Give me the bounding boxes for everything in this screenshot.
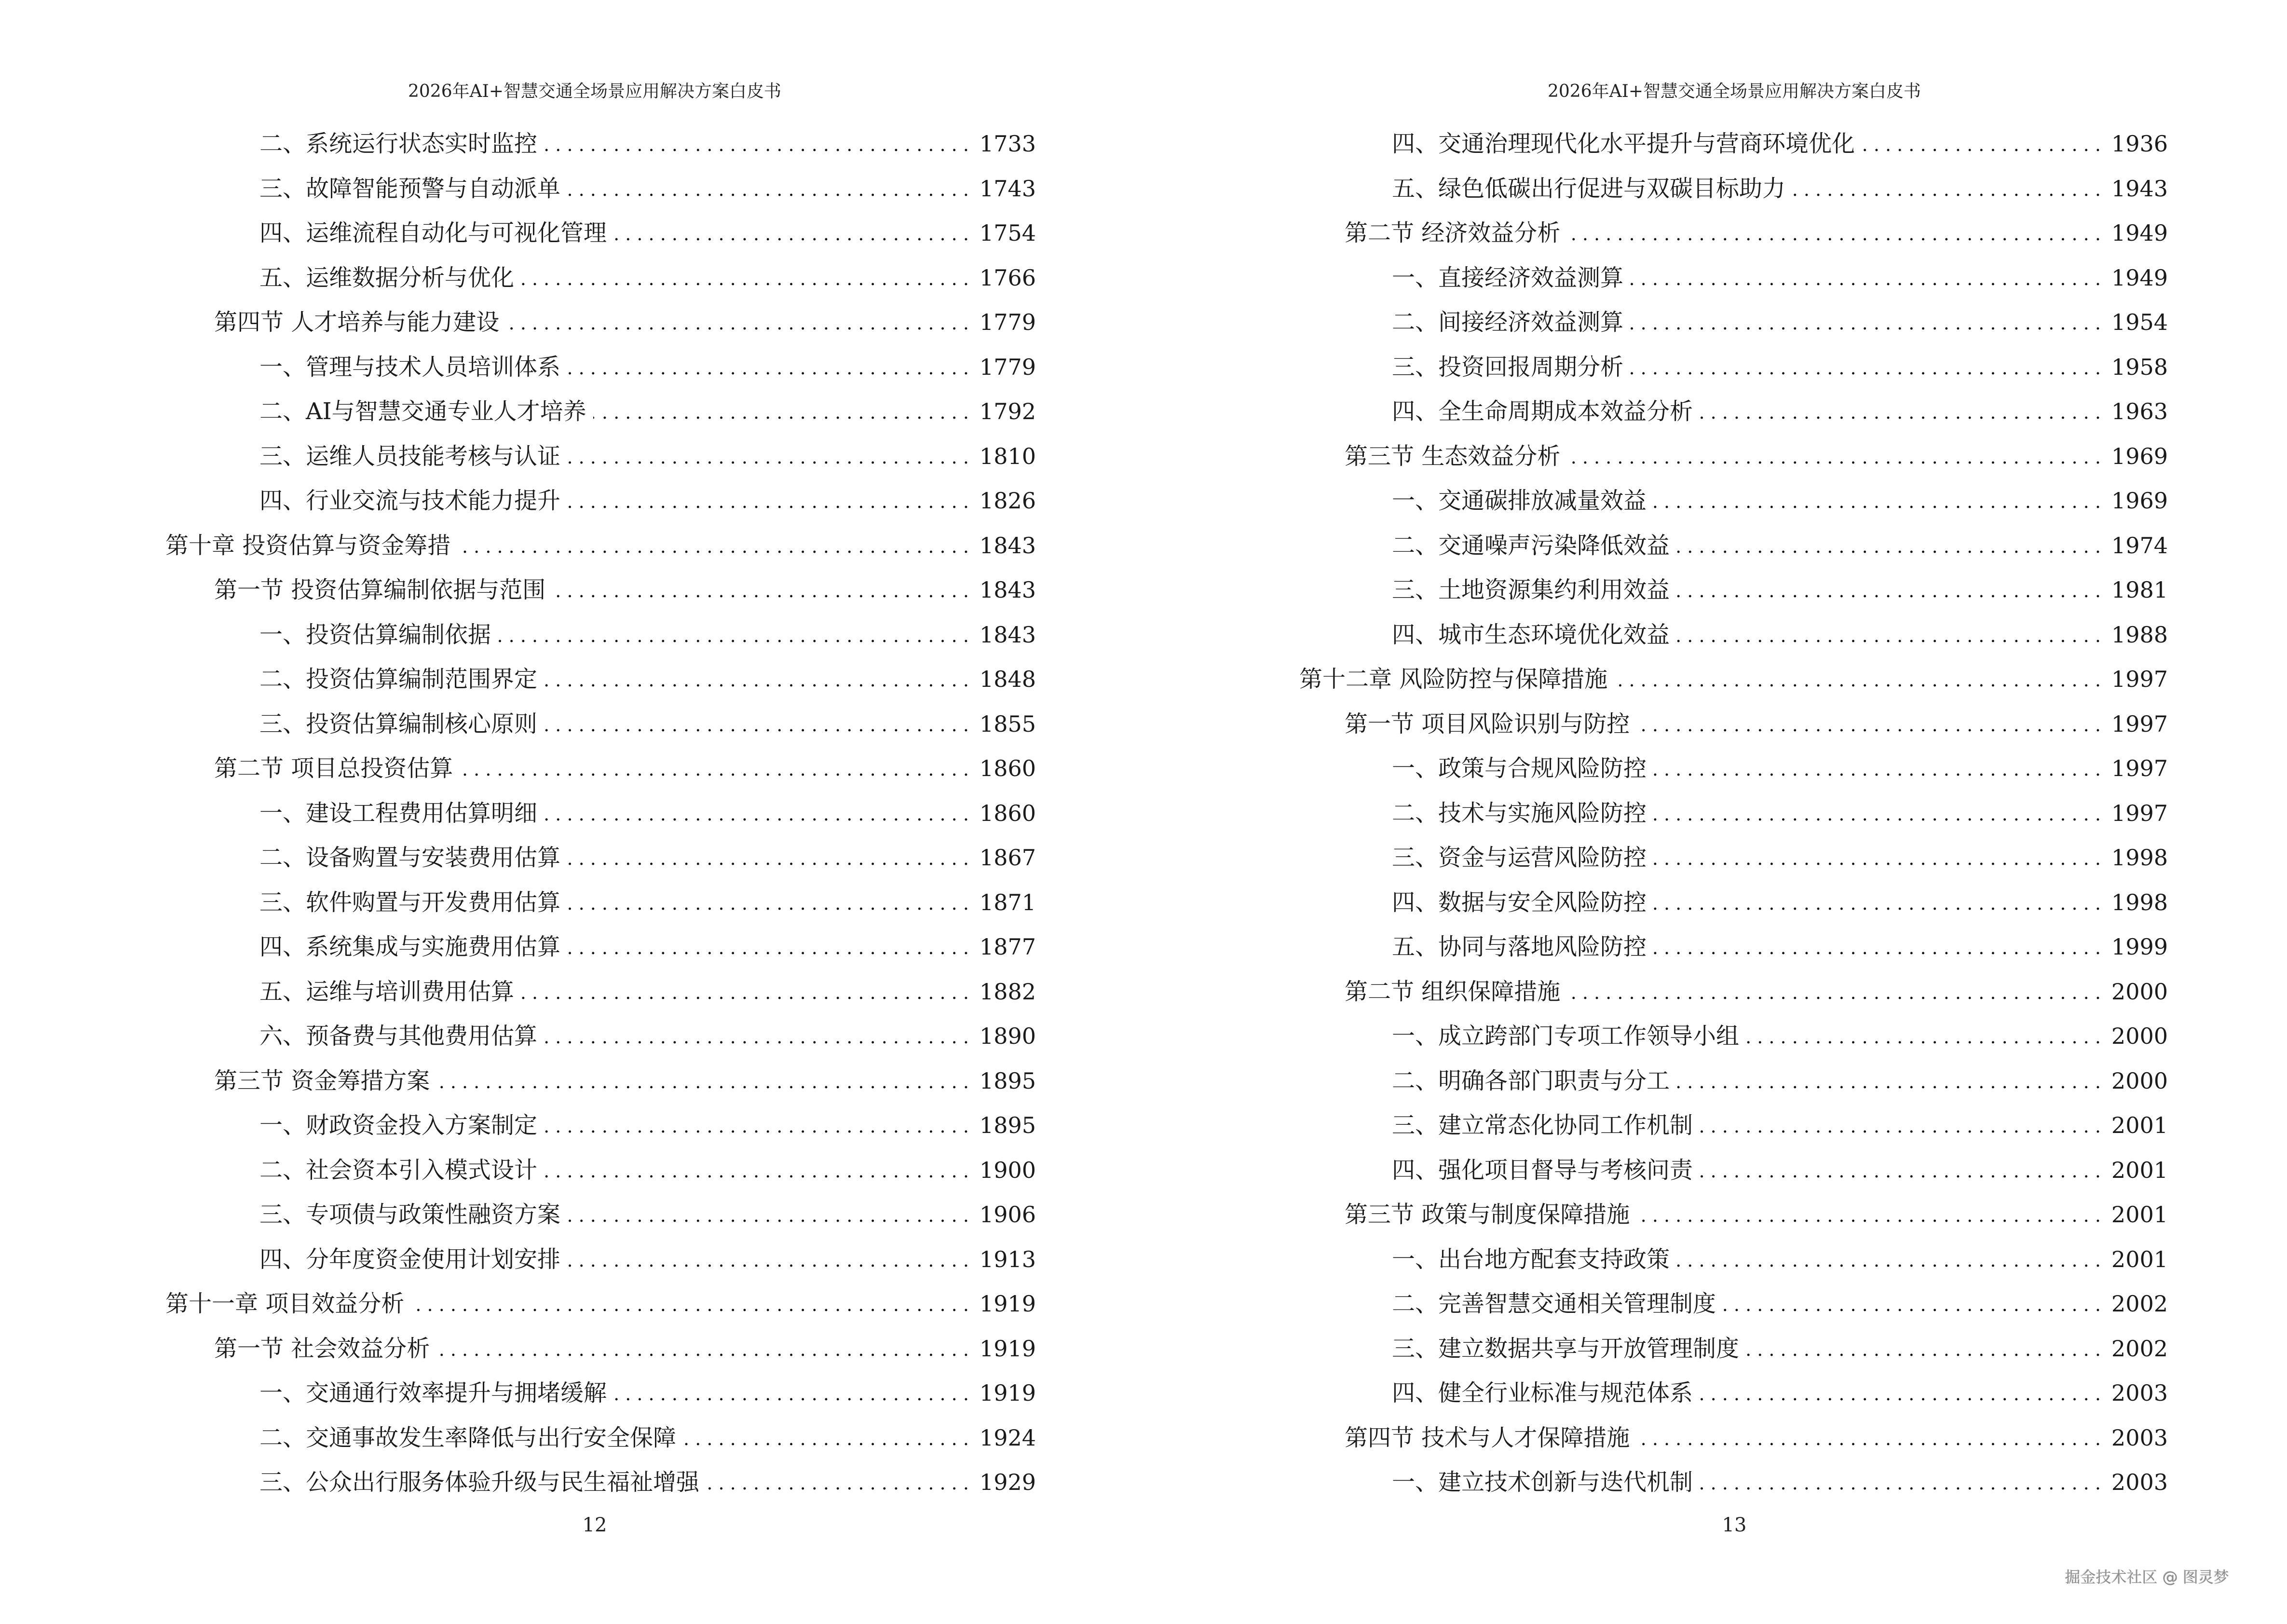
toc-entry-item[interactable] — [0, 345, 1036, 390]
toc-entry-item[interactable] — [0, 122, 1036, 166]
toc-entry-chapter[interactable] — [1144, 657, 2168, 702]
toc-entry-title: 四、运维流程自动化与可视化管理 — [259, 219, 613, 246]
toc-entry-page-number: 2003 — [2101, 1469, 2168, 1496]
dot-leader — [1653, 933, 2101, 960]
dot-leader — [436, 1335, 969, 1362]
toc-entry-item[interactable] — [0, 478, 1036, 523]
toc-entry-title: 二、AI与智慧交通专业人才培养 — [259, 398, 593, 425]
dot-leader — [1700, 1112, 2101, 1139]
toc-entry-item[interactable] — [1144, 1103, 2168, 1148]
toc-entry-item[interactable] — [0, 389, 1036, 434]
toc-entry-item[interactable] — [1144, 613, 2168, 657]
dot-leader — [1636, 710, 2101, 737]
dot-leader — [544, 130, 969, 157]
toc-entry-item[interactable] — [1144, 122, 2168, 166]
toc-entry-title: 一、建立技术创新与迭代机制 — [1392, 1469, 1700, 1496]
running-header: 2026年AI+智慧交通全场景应用解决方案白皮书 — [1547, 82, 1921, 101]
toc-entry-item[interactable] — [0, 1416, 1036, 1460]
toc-entry-title: 一、直接经济效益测算 — [1392, 264, 1630, 291]
toc-entry-item[interactable] — [0, 835, 1036, 880]
table-of-contents — [1144, 122, 2168, 1505]
toc-entry-title: 三、公众出行服务体验升级与民生福祉增强 — [259, 1469, 706, 1496]
toc-entry-item[interactable] — [1144, 835, 2168, 880]
toc-entry-title: 一、建设工程费用估算明细 — [259, 800, 544, 827]
toc-entry-title: 第一节 社会效益分析 — [214, 1335, 436, 1362]
toc-entry-page-number: 2001 — [2101, 1201, 2168, 1228]
dot-leader — [544, 1112, 969, 1139]
toc-entry-item[interactable] — [1144, 478, 2168, 523]
toc-entry-page-number: 1988 — [2101, 621, 2168, 648]
toc-entry-page-number: 1924 — [969, 1424, 1036, 1451]
toc-entry-item[interactable] — [1144, 791, 2168, 836]
toc-entry-title: 三、建立数据共享与开放管理制度 — [1392, 1335, 1746, 1362]
dot-leader — [1630, 264, 2101, 291]
toc-entry-title: 第四节 技术与人才保障措施 — [1345, 1424, 1636, 1451]
toc-entry-page-number: 1882 — [969, 978, 1036, 1005]
dot-leader — [460, 755, 969, 782]
toc-entry-title: 三、土地资源集约利用效益 — [1392, 576, 1676, 603]
toc-entry-page-number: 2000 — [2101, 1023, 2168, 1050]
toc-entry-page-number: 1929 — [969, 1469, 1036, 1496]
toc-entry-title: 二、设备购置与安装费用估算 — [259, 844, 567, 871]
dot-leader — [1676, 621, 2101, 648]
toc-entry-title: 第四节 人才培养与能力建设 — [214, 309, 506, 336]
toc-entry-item[interactable] — [0, 1460, 1036, 1505]
toc-entry-page-number: 2002 — [2101, 1335, 2168, 1362]
toc-entry-page-number: 1949 — [2101, 219, 2168, 246]
toc-entry-page-number: 1981 — [2101, 576, 2168, 603]
dot-leader — [613, 219, 969, 246]
toc-entry-item[interactable] — [1144, 300, 2168, 345]
toc-entry-title: 五、运维与培训费用估算 — [259, 978, 521, 1005]
dot-leader — [1653, 800, 2101, 827]
toc-entry-title: 四、分年度资金使用计划安排 — [259, 1246, 567, 1273]
dot-leader — [1653, 844, 2101, 871]
toc-entry-title: 四、系统集成与实施费用估算 — [259, 933, 567, 960]
toc-entry-title: 三、软件购置与开发费用估算 — [259, 889, 567, 916]
toc-entry-section[interactable] — [0, 1326, 1036, 1371]
toc-entry-item[interactable] — [1144, 523, 2168, 568]
toc-entry-item[interactable] — [0, 1148, 1036, 1193]
toc-entry-title: 四、数据与安全风险防控 — [1392, 889, 1653, 916]
toc-entry-title: 一、出台地方配套支持政策 — [1392, 1246, 1676, 1273]
dot-leader — [457, 532, 969, 559]
toc-entry-title: 二、间接经济效益测算 — [1392, 309, 1630, 336]
dot-leader — [544, 666, 969, 693]
toc-entry-page-number: 1919 — [969, 1379, 1036, 1406]
toc-entry-section[interactable] — [0, 568, 1036, 613]
toc-entry-item[interactable] — [1144, 1326, 2168, 1371]
toc-entry-page-number: 2001 — [2101, 1246, 2168, 1273]
toc-entry-page-number: 1997 — [2101, 755, 2168, 782]
dot-leader — [1636, 1201, 2101, 1228]
dot-leader — [567, 889, 969, 916]
toc-entry-page-number: 1919 — [969, 1335, 1036, 1362]
toc-entry-page-number: 1998 — [2101, 889, 2168, 916]
toc-entry-page-number: 1792 — [969, 398, 1036, 425]
dot-leader — [1567, 443, 2101, 470]
toc-entry-item[interactable] — [0, 702, 1036, 747]
toc-entry-page-number: 1999 — [2101, 933, 2168, 960]
toc-entry-title: 第二节 经济效益分析 — [1345, 219, 1567, 246]
toc-entry-title: 二、交通事故发生率降低与出行安全保障 — [259, 1424, 683, 1451]
dot-leader — [1653, 755, 2101, 782]
toc-entry-title: 六、预备费与其他费用估算 — [259, 1023, 544, 1050]
toc-entry-page-number: 2000 — [2101, 1067, 2168, 1094]
toc-entry-title: 二、技术与实施风险防控 — [1392, 800, 1653, 827]
dot-leader — [521, 264, 969, 291]
toc-entry-page-number: 1936 — [2101, 130, 2168, 157]
dot-leader — [1792, 175, 2101, 202]
toc-entry-title: 一、管理与技术人员培训体系 — [259, 354, 567, 381]
dot-leader — [567, 175, 969, 202]
toc-entry-title: 五、运维数据分析与优化 — [259, 264, 521, 291]
toc-entry-page-number: 1895 — [969, 1112, 1036, 1139]
dot-leader — [1653, 889, 2101, 916]
toc-entry-section[interactable] — [0, 1059, 1036, 1104]
toc-entry-title: 三、投资回报周期分析 — [1392, 354, 1630, 381]
toc-entry-page-number: 1890 — [969, 1023, 1036, 1050]
toc-entry-title: 第十章 投资估算与资金筹措 — [165, 532, 457, 559]
toc-entry-chapter[interactable] — [0, 1282, 1036, 1326]
toc-entry-page-number: 1943 — [2101, 175, 2168, 202]
toc-entry-item[interactable] — [1144, 1014, 2168, 1059]
dot-leader — [521, 978, 969, 1005]
toc-entry-item[interactable] — [1144, 1148, 2168, 1193]
toc-entry-page-number: 2001 — [2101, 1157, 2168, 1184]
toc-entry-item[interactable] — [1144, 256, 2168, 300]
toc-entry-section[interactable] — [1144, 702, 2168, 747]
toc-entry-item[interactable] — [0, 211, 1036, 256]
toc-entry-item[interactable] — [1144, 1059, 2168, 1104]
toc-entry-item[interactable] — [1144, 389, 2168, 434]
toc-entry-title: 二、系统运行状态实时监控 — [259, 130, 544, 157]
dot-leader — [1653, 487, 2101, 514]
toc-entry-title: 一、财政资金投入方案制定 — [259, 1112, 544, 1139]
toc-entry-item[interactable] — [1144, 746, 2168, 791]
dot-leader — [1630, 309, 2101, 336]
toc-entry-page-number: 1954 — [2101, 309, 2168, 336]
dot-leader — [567, 1246, 969, 1273]
dot-leader — [567, 844, 969, 871]
dot-leader — [1746, 1335, 2101, 1362]
toc-entry-title: 三、故障智能预警与自动派单 — [259, 175, 567, 202]
toc-entry-page-number: 1860 — [969, 755, 1036, 782]
toc-entry-page-number: 1969 — [2101, 443, 2168, 470]
toc-entry-title: 一、交通碳排放减量效益 — [1392, 487, 1653, 514]
toc-entry-page-number: 1754 — [969, 219, 1036, 246]
toc-entry-item[interactable] — [0, 1103, 1036, 1148]
toc-entry-chapter[interactable] — [0, 523, 1036, 568]
toc-entry-item[interactable] — [0, 791, 1036, 836]
page-13 — [1144, 0, 2287, 1624]
dot-leader — [1700, 1379, 2101, 1406]
dot-leader — [1700, 1157, 2101, 1184]
toc-entry-title: 一、成立跨部门专项工作领导小组 — [1392, 1023, 1746, 1050]
toc-entry-page-number: 1997 — [2101, 666, 2168, 693]
toc-entry-item[interactable] — [0, 657, 1036, 702]
toc-entry-title: 四、交通治理现代化水平提升与营商环境优化 — [1392, 130, 1862, 157]
dot-leader — [593, 398, 969, 425]
toc-entry-title: 四、强化项目督导与考核问责 — [1392, 1157, 1700, 1184]
toc-entry-page-number: 1919 — [969, 1290, 1036, 1317]
toc-entry-item[interactable] — [0, 1192, 1036, 1237]
toc-entry-section[interactable] — [1144, 434, 2168, 479]
dot-leader — [567, 443, 969, 470]
toc-entry-page-number: 1963 — [2101, 398, 2168, 425]
dot-leader — [1700, 398, 2101, 425]
toc-entry-page-number: 1779 — [969, 354, 1036, 381]
toc-entry-item[interactable] — [0, 880, 1036, 925]
dot-leader — [683, 1424, 969, 1451]
toc-entry-title: 三、建立常态化协同工作机制 — [1392, 1112, 1700, 1139]
toc-entry-item[interactable] — [0, 1237, 1036, 1282]
dot-leader — [552, 576, 969, 603]
toc-entry-page-number: 1810 — [969, 443, 1036, 470]
toc-entry-item[interactable] — [1144, 345, 2168, 390]
toc-entry-page-number: 1895 — [969, 1067, 1036, 1094]
toc-entry-title: 第三节 政策与制度保障措施 — [1345, 1201, 1636, 1228]
toc-entry-item[interactable] — [0, 434, 1036, 479]
dot-leader — [1700, 1469, 2101, 1496]
dot-leader — [1614, 666, 2101, 693]
toc-entry-page-number: 1843 — [969, 621, 1036, 648]
dot-leader — [567, 1201, 969, 1228]
toc-entry-item[interactable] — [1144, 568, 2168, 613]
dot-leader — [506, 309, 969, 336]
dot-leader — [567, 487, 969, 514]
toc-entry-title: 三、专项债与政策性融资方案 — [259, 1201, 567, 1228]
running-header: 2026年AI+智慧交通全场景应用解决方案白皮书 — [408, 82, 782, 101]
toc-entry-item[interactable] — [0, 1371, 1036, 1416]
toc-entry-page-number: 1766 — [969, 264, 1036, 291]
toc-entry-title: 四、城市生态环境优化效益 — [1392, 621, 1676, 648]
dot-leader — [544, 710, 969, 737]
dot-leader — [1630, 354, 2101, 381]
toc-entry-page-number: 1779 — [969, 309, 1036, 336]
toc-entry-item[interactable] — [1144, 1371, 2168, 1416]
toc-entry-page-number: 1913 — [969, 1246, 1036, 1273]
dot-leader — [567, 354, 969, 381]
dot-leader — [1636, 1424, 2101, 1451]
toc-entry-title: 第三节 生态效益分析 — [1345, 443, 1567, 470]
toc-entry-section[interactable] — [0, 300, 1036, 345]
toc-entry-item[interactable] — [1144, 1460, 2168, 1505]
toc-entry-title: 三、资金与运营风险防控 — [1392, 844, 1653, 871]
dot-leader — [1723, 1290, 2101, 1317]
dot-leader — [1567, 219, 2101, 246]
toc-entry-item[interactable] — [0, 1014, 1036, 1059]
toc-entry-title: 二、交通噪声污染降低效益 — [1392, 532, 1676, 559]
toc-entry-section[interactable] — [1144, 211, 2168, 256]
toc-entry-title: 三、运维人员技能考核与认证 — [259, 443, 567, 470]
toc-entry-item[interactable] — [1144, 880, 2168, 925]
toc-entry-page-number: 2002 — [2101, 1290, 2168, 1317]
toc-entry-item[interactable] — [1144, 1237, 2168, 1282]
toc-entry-title: 第二节 项目总投资估算 — [214, 755, 460, 782]
toc-entry-title: 一、交通通行效率提升与拥堵缓解 — [259, 1379, 613, 1406]
toc-entry-page-number: 1906 — [969, 1201, 1036, 1228]
page-number: 12 — [582, 1514, 607, 1536]
dot-leader — [567, 933, 969, 960]
toc-entry-page-number: 1855 — [969, 710, 1036, 737]
toc-entry-page-number: 2000 — [2101, 978, 2168, 1005]
toc-entry-item[interactable] — [0, 166, 1036, 211]
dot-leader — [498, 621, 969, 648]
dot-leader — [1676, 532, 2101, 559]
toc-entry-item[interactable] — [1144, 166, 2168, 211]
toc-entry-page-number: 1871 — [969, 889, 1036, 916]
toc-entry-page-number: 2003 — [2101, 1379, 2168, 1406]
toc-entry-title: 二、明确各部门职责与分工 — [1392, 1067, 1676, 1094]
toc-entry-title: 一、政策与合规风险防控 — [1392, 755, 1653, 782]
toc-entry-item[interactable] — [1144, 925, 2168, 969]
dot-leader — [544, 800, 969, 827]
toc-entry-page-number: 1974 — [2101, 532, 2168, 559]
toc-entry-page-number: 1877 — [969, 933, 1036, 960]
dot-leader — [436, 1067, 969, 1094]
toc-entry-section[interactable] — [1144, 1416, 2168, 1460]
toc-entry-title: 第一节 投资估算编制依据与范围 — [214, 576, 552, 603]
dot-leader — [706, 1469, 969, 1496]
toc-entry-item[interactable] — [1144, 1282, 2168, 1326]
toc-entry-page-number: 2003 — [2101, 1424, 2168, 1451]
toc-entry-page-number: 1826 — [969, 487, 1036, 514]
toc-entry-page-number: 1900 — [969, 1157, 1036, 1184]
toc-entry-page-number: 1949 — [2101, 264, 2168, 291]
toc-entry-item[interactable] — [0, 613, 1036, 657]
toc-entry-title: 四、全生命周期成本效益分析 — [1392, 398, 1700, 425]
toc-entry-title: 第二节 组织保障措施 — [1345, 978, 1567, 1005]
toc-entry-title: 二、完善智慧交通相关管理制度 — [1392, 1290, 1723, 1317]
toc-entry-title: 二、社会资本引入模式设计 — [259, 1157, 544, 1184]
toc-entry-page-number: 1843 — [969, 532, 1036, 559]
toc-entry-title: 四、行业交流与技术能力提升 — [259, 487, 567, 514]
dot-leader — [411, 1290, 969, 1317]
toc-entry-item[interactable] — [0, 969, 1036, 1014]
toc-entry-title: 第一节 项目风险识别与防控 — [1345, 710, 1636, 737]
watermark: 掘金技术社区 @ 图灵梦 — [2065, 1568, 2229, 1586]
toc-entry-section[interactable] — [1144, 1192, 2168, 1237]
toc-entry-title: 第十一章 项目效益分析 — [165, 1290, 411, 1317]
dot-leader — [1676, 576, 2101, 603]
toc-entry-page-number: 1997 — [2101, 710, 2168, 737]
toc-entry-page-number: 2001 — [2101, 1112, 2168, 1139]
dot-leader — [1676, 1067, 2101, 1094]
toc-entry-page-number: 1867 — [969, 844, 1036, 871]
table-of-contents — [0, 122, 1036, 1505]
toc-entry-title: 第三节 资金筹措方案 — [214, 1067, 436, 1094]
toc-entry-section[interactable] — [0, 746, 1036, 791]
toc-entry-title: 五、绿色低碳出行促进与双碳目标助力 — [1392, 175, 1792, 202]
toc-entry-title: 四、健全行业标准与规范体系 — [1392, 1379, 1700, 1406]
toc-entry-section[interactable] — [1144, 969, 2168, 1014]
toc-entry-title: 一、投资估算编制依据 — [259, 621, 498, 648]
toc-entry-page-number: 1998 — [2101, 844, 2168, 871]
dot-leader — [544, 1023, 969, 1050]
page-number: 13 — [1722, 1514, 1747, 1536]
toc-entry-item[interactable] — [0, 256, 1036, 300]
toc-entry-page-number: 1733 — [969, 130, 1036, 157]
toc-entry-page-number: 1997 — [2101, 800, 2168, 827]
dot-leader — [1676, 1246, 2101, 1273]
dot-leader — [1746, 1023, 2101, 1050]
dot-leader — [544, 1157, 969, 1184]
toc-entry-title: 三、投资估算编制核心原则 — [259, 710, 544, 737]
dot-leader — [1567, 978, 2101, 1005]
toc-entry-item[interactable] — [0, 925, 1036, 969]
toc-entry-page-number: 1743 — [969, 175, 1036, 202]
toc-entry-page-number: 1958 — [2101, 354, 2168, 381]
toc-entry-title: 二、投资估算编制范围界定 — [259, 666, 544, 693]
toc-entry-title: 第十二章 风险防控与保障措施 — [1299, 666, 1614, 693]
toc-entry-page-number: 1848 — [969, 666, 1036, 693]
toc-entry-title: 五、协同与落地风险防控 — [1392, 933, 1653, 960]
toc-entry-page-number: 1969 — [2101, 487, 2168, 514]
toc-entry-page-number: 1860 — [969, 800, 1036, 827]
toc-entry-page-number: 1843 — [969, 576, 1036, 603]
dot-leader — [613, 1379, 969, 1406]
dot-leader — [1862, 130, 2101, 157]
